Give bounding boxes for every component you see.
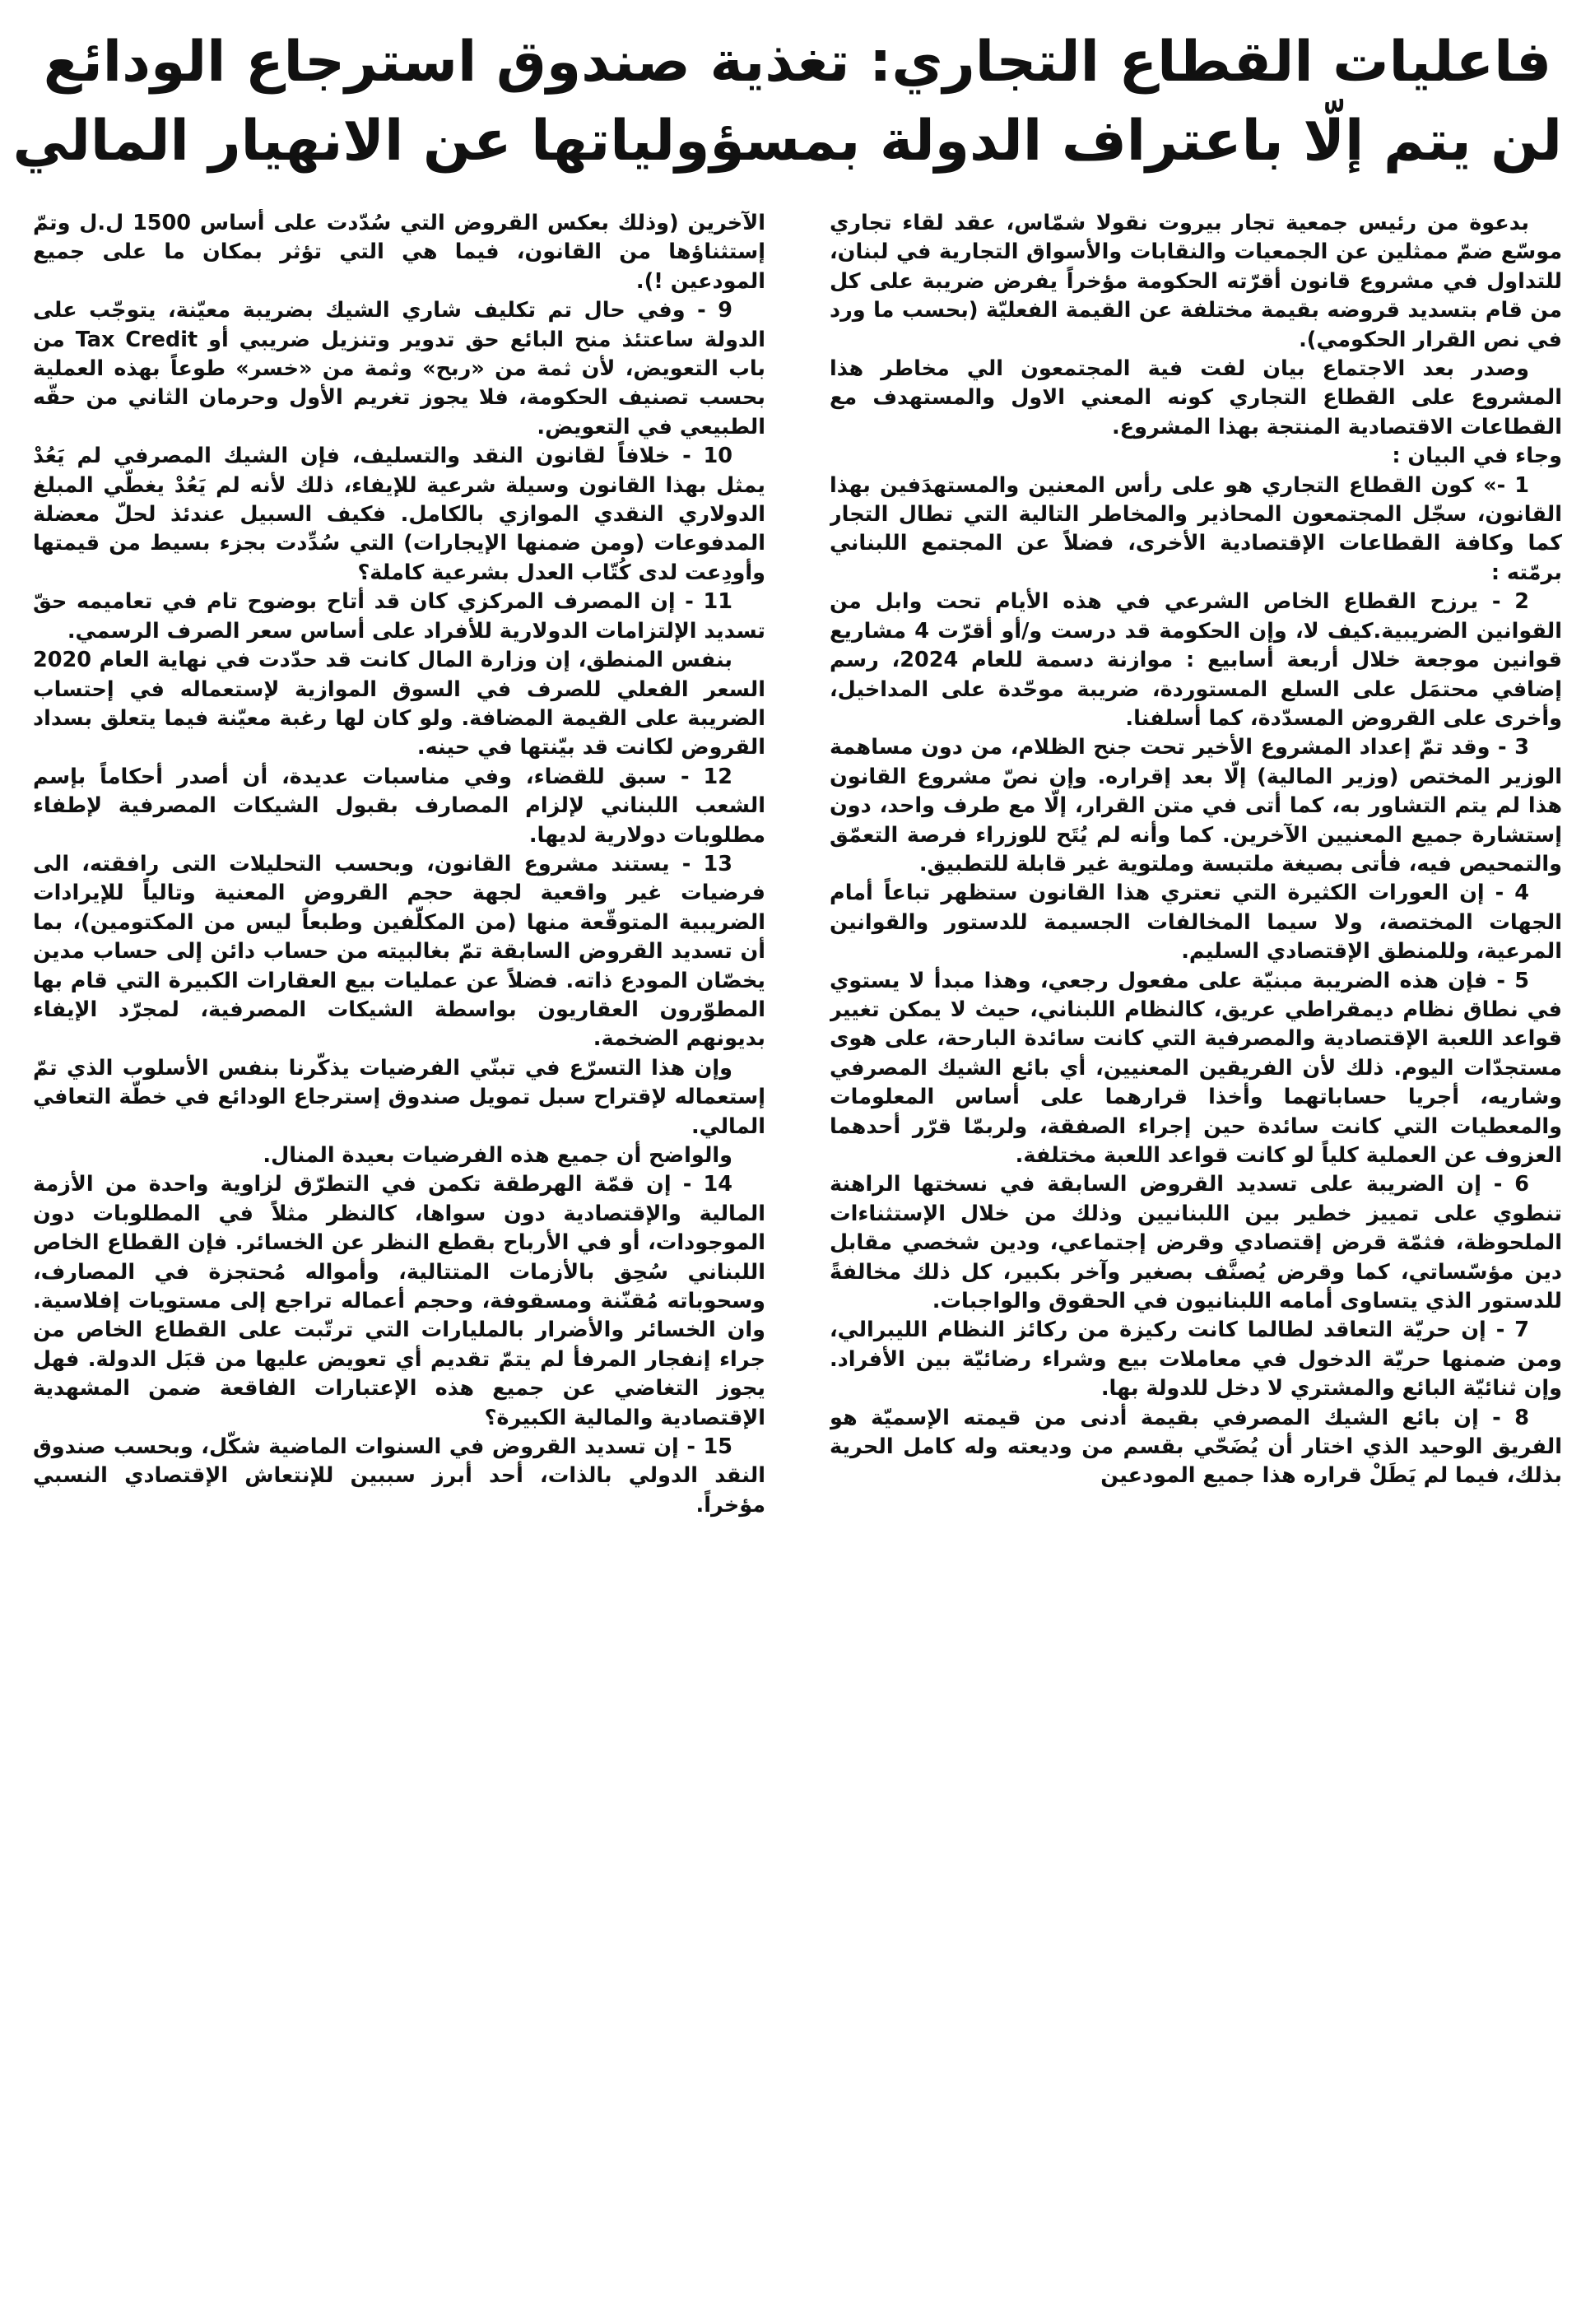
paragraph: الآخرين (وذلك بعكس القروض التي سُدّدت على أساس 1500 ل.ل وتمّ إستثناؤها من القانون، فيما هي التي تؤثر بمكان ما على جميع المودعين !). <box>33 211 765 294</box>
headline-line-1: فاعليات القطاع التجاري: تغذية صندوق استرجاع الودائع <box>43 30 1552 95</box>
paragraph: 9 - وفي حال تم تكليف شاري الشيك بضريبة معيّنة، يتوجّب على الدولة ساعتئذ منح البائع حق تدوير وتنزيل ضريبي أو Tax Credit من باب التعويض، لأن ثمة من «ربح» وثمة من «خسر» طوعاً بهذه العملية بحسب تصنيف الحكومة، فلا يجوز تغريم الأول وحرمان الثاني من حقّه الطبيعي في التعويض. <box>33 298 765 439</box>
paragraph: 12 - سبق للقضاء، وفي مناسبات عديدة، أن أصدر أحكاماً بإسم الشعب اللبناني لإلزام المصارف بقبول الشيكات المصرفية لإطفاء مطلوبات دولارية لديها. <box>33 764 765 848</box>
headline-line-2: لن يتم إلّا باعتراف الدولة بمسؤولياتها عن الانهيار المالي <box>12 109 1562 174</box>
paragraph: 2 - يرزح القطاع الخاص الشرعي في هذه الأيام تحت وابل من القوانين الضريبية.كيف لا، وإن الحكومة قد درست و/أو أقرّت 4 مشاريع قوانين موجعة خلال أربعة أسابيع : موازنة دسمة للعام 2024، رسم إضافي محتمَل على السلع المستوردة، ضريبة موحّدة على المداخيل، وأخرى على القروض المسدّدة، كما أسلفنا. <box>830 589 1562 731</box>
paragraph: وجاء في البيان : <box>1392 444 1562 469</box>
paragraph: 4 - إن العورات الكثيرة التي تعتري هذا القانون ستظهر تباعاً أمام الجهات المختصة، ولا سيما المخالفات الجسيمة للدستور والقوانين المرعية، وللمنطق الإقتصادي السليم. <box>830 881 1562 964</box>
article-body <box>33 209 1562 2316</box>
right-column <box>830 209 1562 2316</box>
paragraph: 7 - إن حريّة التعاقد لطالما كانت ركيزة من ركائز النظام الليبرالي، ومن ضمنها حريّة الدخول في معاملات بيع وشراء رضائيّة بين الأفراد. وإن ثنائيّة البائع والمشتري لا دخل للدولة بها. <box>830 1318 1562 1401</box>
paragraph: وإن هذا التسرّع في تبنّي الفرضيات يذكّرنا بنفس الأسلوب الذي تمّ إستعماله لإقتراح سبل تمويل صندوق إسترجاع الودائع في خطّة التعافي المالي. <box>33 1055 765 1139</box>
paragraph: 13 - يستند مشروع القانون، وبحسب التحليلات التى رافقته، الى فرضيات غير واقعية لجهة حجم القروض المعنية وتالياً للإيرادات الضريبية المتوقّعة منها (من المكلّفين وطبعاً ليس من المكتومين)، بما أن تسديد القروض السابقة تمّ بغالبيته من حساب دائن إلى حساب مدين يخصّان المودع ذاته. فضلاً عن عمليات بيع العقارات الكبيرة التي قام بها المطوّرون العقاريون بواسطة الشيكات المصرفية، لمجرّد الإيفاء بديونهم الضخمة. <box>33 851 765 1052</box>
paragraph: 15 - إن تسديد القروض في السنوات الماضية شكّل، وبحسب صندوق النقد الدولي بالذات، أحد أبرز سببين للإنتعاش الإقتصادي النسبي مؤخراً. <box>33 1434 765 1518</box>
paragraph: 1 -» كون القطاع التجاري هو على رأس المعنين والمستهدَفين بهذا القانون، سجّل المجتمعون المحاذير والمخاطر التالية التي تطال التجار كما وكافة القطاعات الإقتصادية الأخرى، فضلاً عن المجتمع اللبناني برمّته : <box>830 472 1562 585</box>
paragraph: بنفس المنطق، إن وزارة المال كانت قد حدّدت في نهاية العام 2020 السعر الفعلي للصرف في السوق الموازية لإستعماله في إحتساب الضريبة على القيمة المضافة. ولو كان لها رغبة معيّنة فيما يتعلق بسداد القروض لكانت قد بيّنتها في حينه. <box>33 648 765 760</box>
article-headline <box>12 23 1562 181</box>
paragraph: وصدر بعد الاجتماع بيان لفت فية المجتمعون الي مخاطر هذا المشروع على القطاع التجاري كونه المعني الاول والمستهدف مع القطاعات الاقتصادية المنتجة بهذا المشروع. <box>830 356 1562 439</box>
paragraph: 10 - خلافاً لقانون النقد والتسليف، فإن الشيك المصرفي لم يَعُدْ يمثل بهذا القانون وسيلة شرعية للإيفاء، ذلك لأنه لم يَعُدْ يغطّي المبلغ الدولاري النقدي الموازي بالكامل. فكيف السبيل عندئذ لحلّ معضلة المدفوعات (ومن ضمنها الإيجارات) التي سُدِّدت بجزء بسيط من قيمتها وأودِعت لدى كُتّاب العدل بشرعية كاملة؟ <box>33 444 765 585</box>
paragraph: 8 - إن بائع الشيك المصرفي بقيمة أدنى من قيمته الإسميّة هو الفريق الوحيد الذي اختار أن يُضَحّي بقسم من وديعته وله كامل الحرية بذلك، فيما لم يَطَلْ قراره هذا جميع المودعين <box>830 1405 1562 1489</box>
paragraph: 11 - إن المصرف المركزي كان قد أتاح بوضوح تام في تعاميمه حقّ تسديد الإلتزامات الدولارية للأفراد على أساس سعر الصرف الرسمي. <box>33 589 765 644</box>
paragraph: 6 - إن الضريبة على تسديد القروض السابقة في نسختها الراهنة تنطوي على تمييز خطير بين اللبنانيين وذلك من خلال الإستثناءات الملحوظة، فثمّة قرض إقتصادي وقرض إجتماعي، ودين شخصي مقابل دين مؤسّساتي، كما وقرض يُصنَّف بصغير وآخر بكبير، كل ذلك مخالفةً للدستور الذي يتساوى أمامه اللبنانيون في الحقوق والواجبات. <box>830 1172 1562 1314</box>
paragraph: 5 - فإن هذه الضريبة مبنيّة على مفعول رجعي، وهذا مبدأ لا يستوي في نطاق نظام ديمقراطي عريق، كالنظام اللبناني، حيث لا يمكن تغيير قواعد اللعبة الإقتصادية والمصرفية التي كانت سائدة البارحة، على هوى مستجدّات اليوم. ذلك لأن الفريقين المعنيين، أي بائع الشيك المصرفي وشاريه، أجريا حساباتهما وأخذا قرارهما على أساس المعلومات والمعطيات التي كانت سائدة حين إجراء الصفقة، ولربمّا قرّر أحدهما العزوف عن العملية كلياً لو كانت قواعد اللعبة مختلفة. <box>830 968 1562 1168</box>
paragraph: 3 - وقد تمّ إعداد المشروع الأخير تحت جنح الظلام، من دون مساهمة الوزير المختص (وزير المالية) إلّا بعد إقراره. وإن نصّ مشروع القانون هذا لم يتم التشاور به، كما أتى في متن القرار، إلّا مع طرف واحد، دون إستشارة جميع المعنيين الآخرين. كما وأنه لم يُتَح للوزراء فرصة التعمّق والتمحيص فيه، فأتى بصيغة ملتبسة وملتوية غير قابلة للتطبيق. <box>830 735 1562 876</box>
paragraph: والواضح أن جميع هذه الفرضيات بعيدة المنال. <box>263 1143 732 1168</box>
paragraph: بدعوة من رئيس جمعية تجار بيروت نقولا شمّاس، عقد لقاء تجاري موسّع ضمّ ممثلين عن الجمعيات والنقابات والأسواق التجارية في لبنان، للتداول في مشروع قانون أقرّته الحكومة مؤخراً يفرض ضريبة على كل من قام بتسديد قروضه بقيمة مختلفة عن القيمة الفعليّة (بحسب ما ورد في نص القرار الحكومي). <box>830 211 1562 352</box>
paragraph: 14 - إن قمّة الهرطقة تكمن في التطرّق لزاوية واحدة من الأزمة المالية والإقتصادية دون سواها، كالنظر مثلاً في المطلوبات دون الموجودات، أو في الأرباح بقطع النظر عن الخسائر. فإن القطاع الخاص اللبناني سُحِق بالأزمات المتتالية، وأمواله مُحتجزة في المصارف، وسحوباته مُقنّنة ومسقوفة، وحجم أعماله تراجع إلى مستويات إفلاسية. وان الخسائر والأضرار بالمليارات التي ترتّبت على القطاع الخاص من جراء إنفجار المرفأ لم يتمّ تقديم أي تعويض عليها من قبَل الدولة. فهل يجوز التغاضي عن جميع هذه الإعتبارات الفاقعة ضمن المشهدية الإقتصادية والمالية الكبيرة؟ <box>33 1172 765 1430</box>
left-column <box>33 209 765 2316</box>
